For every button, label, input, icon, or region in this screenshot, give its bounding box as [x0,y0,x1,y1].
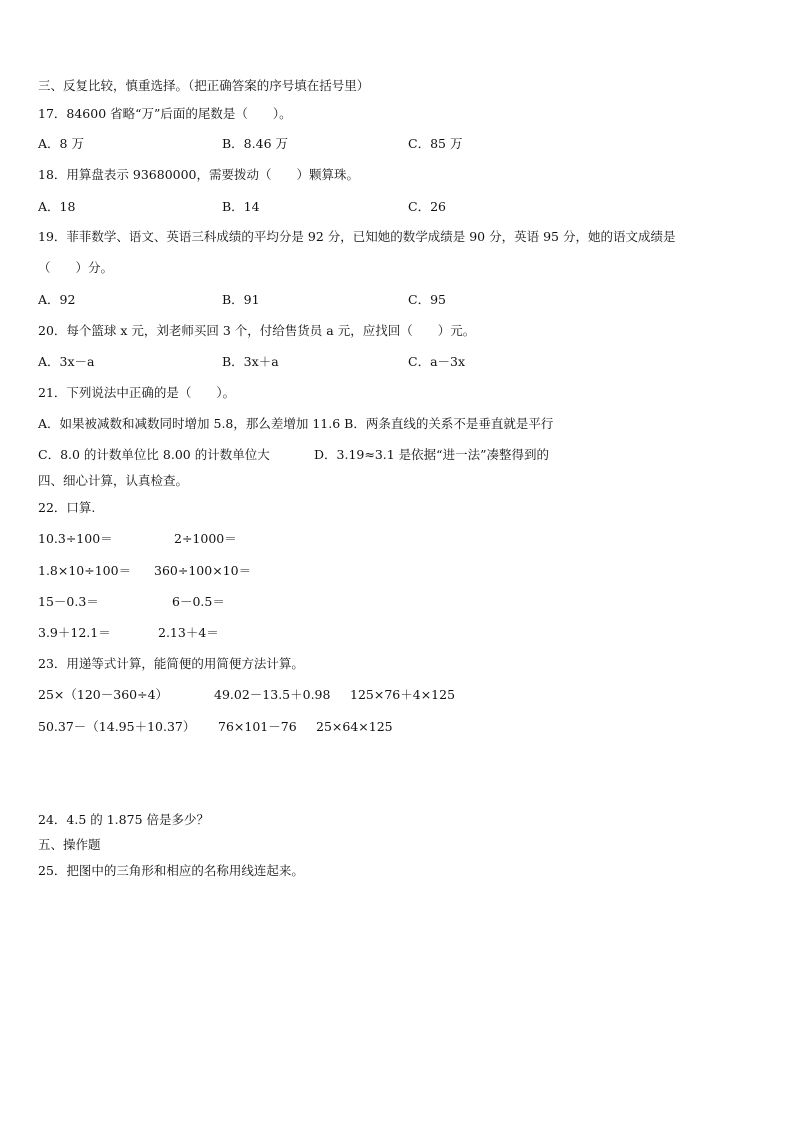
oral-calc-item: 15－0.3＝ [38,594,99,609]
question-19-option-b: B．91 [222,292,260,307]
question-20-option-b: B．3x＋a [222,354,279,369]
step-calc-item: 25×（120－360÷4） [38,687,169,702]
step-calc-item: 50.37－（14.95＋10.37） [38,719,196,734]
oral-calc-item: 2.13＋4＝ [158,625,219,640]
step-calc-item: 25×64×125 [316,719,393,734]
oral-calc-item: 6－0.5＝ [172,594,225,609]
question-21-options-a-b: A．如果被减数和减数同时增加 5.8，那么差增加 11.6 B．两条直线的关系不是垂直就是平行 [38,416,554,431]
question-21-option-d: D．3.19≈3.1 是依据“进一法”凑整得到的 [314,447,549,462]
oral-calc-item: 10.3÷100＝ [38,531,113,546]
oral-calc-item: 360÷100×10＝ [154,563,252,578]
question-22-stem: 22．口算. [38,500,96,515]
question-17-stem: 17．84600 省略“万”后面的尾数是（ ）。 [38,106,292,121]
question-19-option-c: C．95 [408,292,446,307]
question-23-stem: 23．用递等式计算，能简便的用简便方法计算。 [38,656,304,671]
question-18-option-b: B．14 [222,199,260,214]
question-17-option-b: B．8.46 万 [222,136,288,151]
question-20-option-c: C．a－3x [408,354,466,369]
step-calc-item: 125×76＋4×125 [350,687,456,702]
question-18-option-a: A．18 [38,199,76,214]
oral-calc-item: 3.9＋12.1＝ [38,625,111,640]
question-21-stem: 21．下列说法中正确的是（ ）。 [38,385,236,400]
question-18-option-c: C．26 [408,199,446,214]
section-5-title: 五、操作题 [38,837,101,852]
question-21-option-c: C．8.0 的计数单位比 8.00 的计数单位大 [38,447,270,462]
oral-calc-item: 2÷1000＝ [174,531,237,546]
question-18-stem: 18．用算盘表示 93680000，需要拨动（ ）颗算珠。 [38,167,360,182]
question-19-stem-continued: （ ）分。 [38,260,114,275]
question-17-option-a: A．8 万 [38,136,84,151]
section-3-title: 三、反复比较，慎重选择。（把正确答案的序号填在括号里） [38,78,370,93]
question-19-option-a: A．92 [38,292,76,307]
question-17-option-c: C．85 万 [408,136,463,151]
question-19-stem: 19．菲菲数学、语文、英语三科成绩的平均分是 92 分，已知她的数学成绩是 90 分，英语 95 分，她的语文成绩是 [38,229,676,244]
oral-calc-item: 1.8×10÷100＝ [38,563,132,578]
step-calc-item: 49.02－13.5＋0.98 [214,687,331,702]
question-20-option-a: A．3x－a [38,354,95,369]
step-calc-item: 76×101－76 [218,719,297,734]
question-25-stem: 25．把图中的三角形和相应的名称用线连起来。 [38,863,304,878]
question-20-stem: 20．每个篮球 x 元，刘老师买回 3 个，付给售货员 a 元，应找回（ ）元。 [38,323,476,338]
section-4-title: 四、细心计算，认真检查。 [38,473,189,488]
question-24-stem: 24．4.5 的 1.875 倍是多少？ [38,812,209,827]
